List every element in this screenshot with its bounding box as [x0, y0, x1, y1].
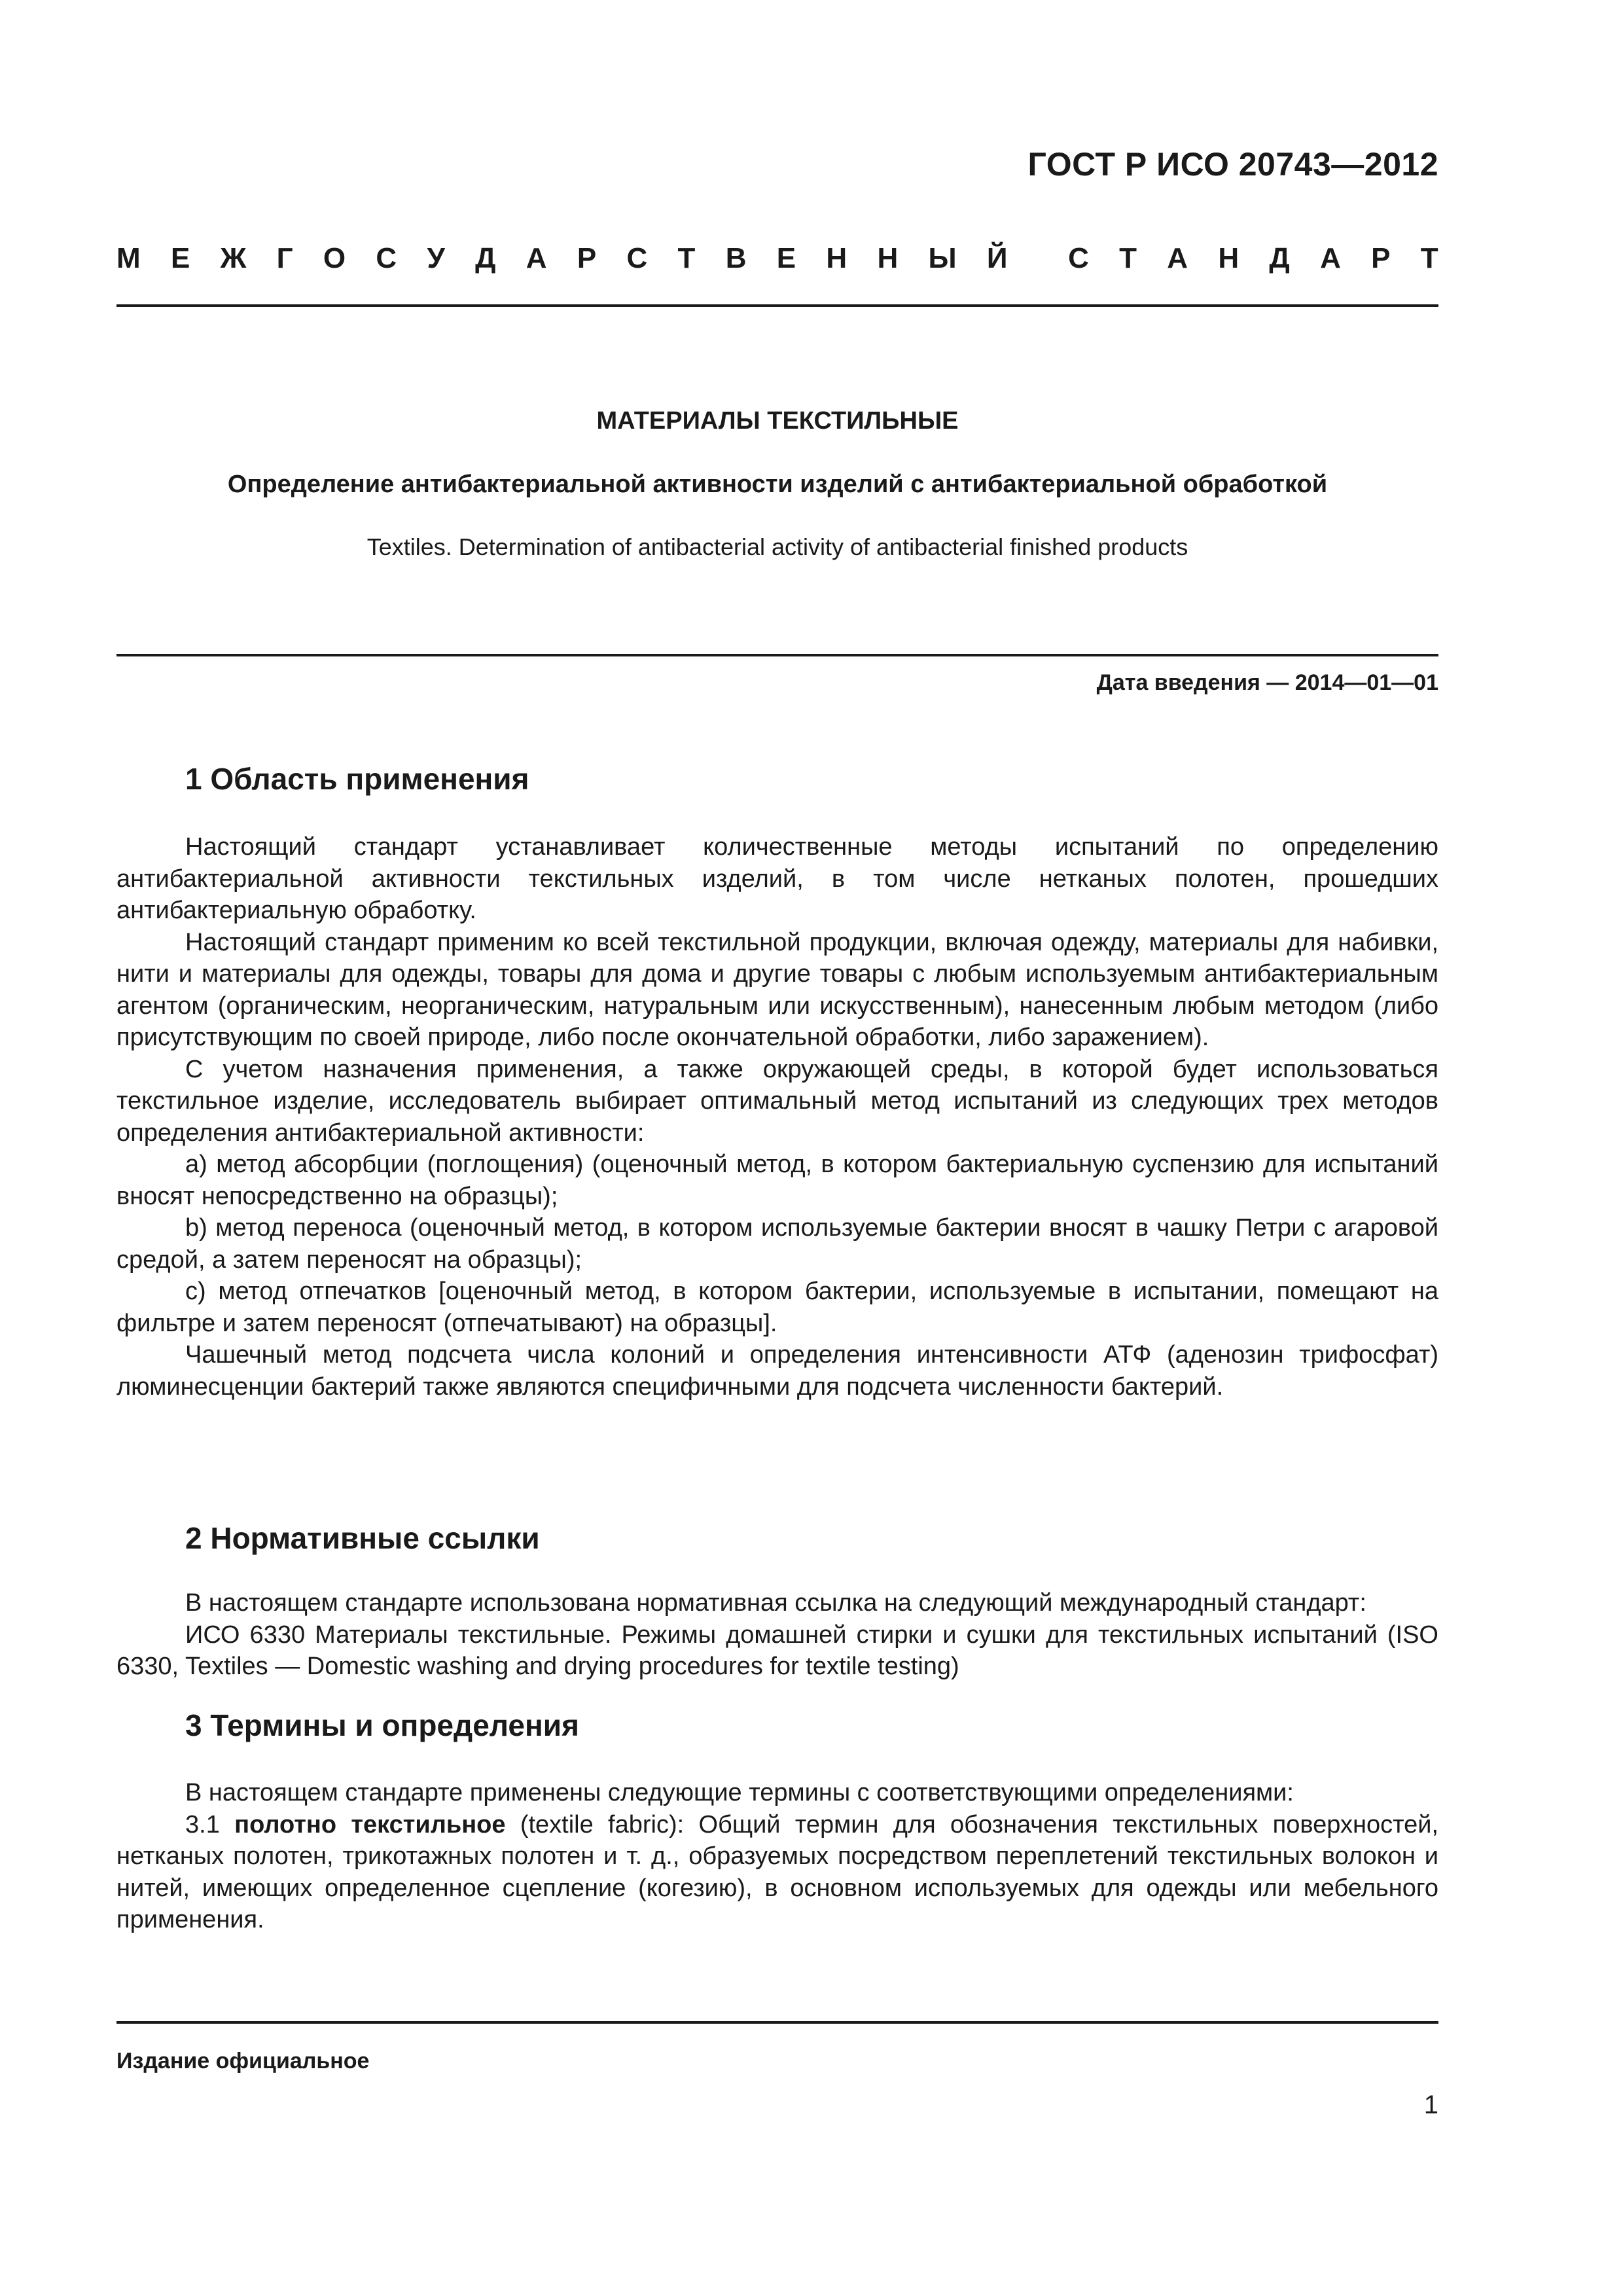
- paragraph: Настоящий стандарт устанавливает количественные методы испытаний по определению антибактериальной активности текстильных изделий, в том числе нетканых полотен, прошедших антибактериальную обработку.: [116, 833, 1438, 924]
- paragraph: В настоящем стандарте применены следующие термины с соответствующими определениями:: [185, 1779, 1294, 1806]
- paragraph: Чашечный метод подсчета числа колоний и определения интенсивности АТФ (аденозин трифосфат) люминесценции бактерий также являются специфичными для подсчета численности бактерий.: [116, 1341, 1438, 1401]
- standard-type-letter: Г: [276, 242, 293, 274]
- section-heading-references: 2 Нормативные ссылки: [185, 1521, 540, 1555]
- standard-type-letter: Н: [877, 242, 899, 274]
- edition-label: Издание официальное: [116, 2049, 370, 2073]
- standard-type-letter: А: [526, 242, 547, 274]
- list-item: c) метод отпечатков [оценочный метод, в котором бактерии, используемые в испытании, помещают на фильтре и затем переносят (отпечатывают) на образцы].: [116, 1278, 1438, 1337]
- standard-type-letter: В: [725, 242, 747, 274]
- reference-item: ИСО 6330 Материалы текстильные. Режимы домашней стирки и сушки для текстильных испытаний (ISO 6330, Textiles — Domestic washing and drying procedures for textile testing): [116, 1621, 1438, 1680]
- paragraph: Настоящий стандарт применим ко всей текстильной продукции, включая одежду, материалы для набивки, нити и материалы для одежды, товары для дома и другие товары с любым используемым антибактериальным агентом (органическим, неорганическим, натуральным или искусственным), нанесенным любым методом (либо присутствующим по своей природе, либо после окончательной обработки, либо заражением).: [116, 928, 1438, 1051]
- standard-type-letter: Р: [577, 242, 597, 274]
- standard-type-letter: Ж: [220, 242, 247, 274]
- section-body-scope: [116, 831, 1438, 1403]
- standard-type-letter: Н: [826, 242, 847, 274]
- standard-type-letter: Р: [1371, 242, 1391, 274]
- document-title-english: Textiles. Determination of antibacterial activity of antibacterial finished products: [366, 533, 1188, 560]
- standard-type-letter: Ы: [928, 242, 957, 274]
- standard-type-letter: Т: [677, 242, 696, 274]
- footer-divider: [116, 2021, 1438, 2024]
- term-name: полотно текстильное: [234, 1810, 506, 1839]
- page-number: 1: [1423, 2090, 1438, 2119]
- standard-type-letter: С: [376, 242, 397, 274]
- standard-type-letter: Т: [1119, 242, 1137, 274]
- introduction-date: Дата введения — 2014—01—01: [1096, 670, 1438, 695]
- paragraph: В настоящем стандарте использована нормативная ссылка на следующий международный стандарт:: [185, 1589, 1366, 1617]
- standard-type-letter: С: [1068, 242, 1089, 274]
- standard-type-letter: Е: [170, 242, 190, 274]
- header-divider: [116, 304, 1438, 307]
- title-divider: [116, 654, 1438, 656]
- standard-type-letter: О: [323, 242, 346, 274]
- paragraph: С учетом назначения применения, а также окружающей среды, в которой будет использоваться текстильное изделие, исследователь выбирает оптимальный метод испытаний из следующих трех методов определения антибактериальной активности:: [116, 1055, 1438, 1147]
- list-item: a) метод абсорбции (поглощения) (оценочный метод, в котором бактериальную суспензию для испытаний вносят непосредственно на образцы);: [116, 1151, 1438, 1210]
- standard-type-letter: А: [1167, 242, 1188, 274]
- standard-type-letter: Д: [475, 242, 496, 274]
- standard-type-letter: Н: [1218, 242, 1240, 274]
- document-subtitle: Определение антибактериальной активности изделий с антибактериальной обработкой: [227, 471, 1328, 498]
- term-text: (textile fabric): Общий термин для обозначения текстильных поверхностей, нетканых полотен, трикотажных полотен и т. д., образуемых посредством переплетений текстильных волокон и нитей, имеющих определенное сцепление (когезию), в основном используемых для одежды или мебельного применения.: [116, 1810, 1438, 1933]
- standard-type-letter: Т: [1420, 242, 1438, 274]
- standard-type-heading: [116, 242, 1438, 275]
- document-code: ГОСТ Р ИСО 20743—2012: [1027, 146, 1438, 183]
- standard-type-letter: А: [1320, 242, 1341, 274]
- section-body-references: [116, 1587, 1438, 1683]
- standard-type-letter: Е: [776, 242, 796, 274]
- document-title: МАТЕРИАЛЫ ТЕКСТИЛЬНЫЕ: [596, 407, 959, 435]
- standard-type-letter: У: [427, 242, 445, 274]
- term-definition: [116, 1809, 1438, 1936]
- term-number: 3.1: [185, 1810, 235, 1839]
- standard-type-letter: С: [626, 242, 648, 274]
- section-heading-scope: 1 Область применения: [185, 762, 529, 796]
- list-item: b) метод переноса (оценочный метод, в котором используемые бактерии вносят в чашку Петри с агаровой средой, а затем переносят на образцы);: [116, 1214, 1438, 1274]
- standard-type-letter: М: [116, 242, 141, 274]
- section-heading-terms: 3 Термины и определения: [185, 1708, 579, 1742]
- standard-type-letter: Й: [986, 242, 1008, 274]
- section-body-terms: [116, 1777, 1438, 1936]
- standard-type-letter: Д: [1269, 242, 1290, 274]
